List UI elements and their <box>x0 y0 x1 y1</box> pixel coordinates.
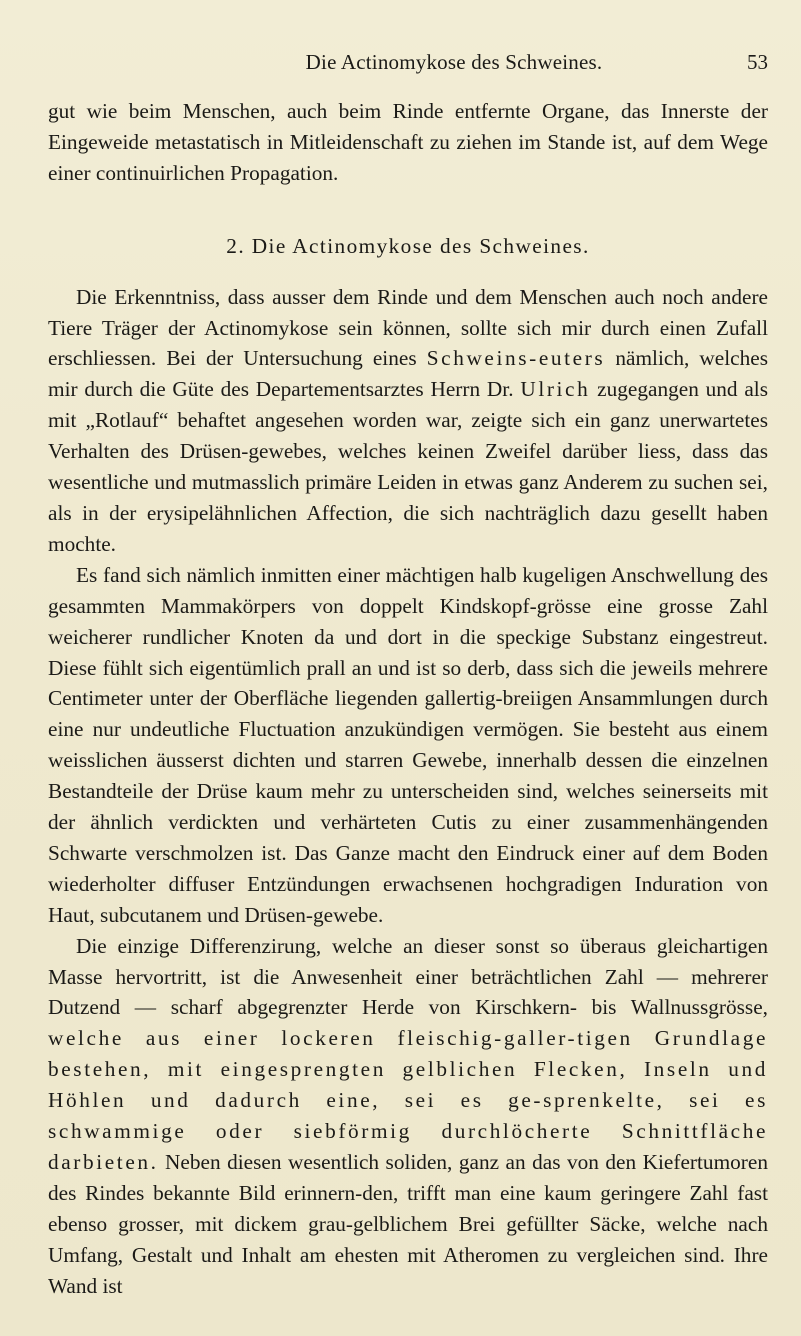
page-number: 53 <box>747 50 768 74</box>
text-run: zugegangen und als mit „Rotlauf“ behaftet angesehen worden war, zeigte sich ein ganz unerwartetes Verhalten des Drüsen-gewebes, welches keinen Zweifel darüber liess, dass das wesentliche und mutmasslich primäre Leiden in etwas ganz Anderem zu suchen sei, als in der erysipelähnlichen Affection, die sich nachträglich dazu gesellt haben mochte. <box>48 377 769 556</box>
spaced-name-ulrich: Ulrich <box>520 377 591 402</box>
body-text <box>48 96 768 1302</box>
text-run: nämlich, welches mir durch die Güte des Departementsarztes Herrn Dr. <box>48 346 768 402</box>
paragraph-erkenntniss <box>48 282 768 560</box>
text-run: Die einzige Differenzirung, welche an dieser sonst so überaus gleichartigen Masse hervortritt, ist die Anwesenheit einer beträchtlichen Zahl — mehrerer Dutzend — scharf abgegrenzter Herde von Kirschkern- bis Wallnussgrösse, <box>48 933 768 1020</box>
text-run: Die Erkenntniss, dass ausser dem Rinde und dem Menschen auch noch andere Tiere Träger der Actinomykose sein können, sollte sich mir durch einen Zufall erschliessen. Bei der Untersuchung eines <box>48 284 768 371</box>
text-run: Neben diesen wesentlich soliden, ganz an das von den Kiefertumoren des Rindes bekannte Bild erinnern-den, trifft man eine kaum geringere Zahl fast ebenso grosser, mit dickem grau-gelblichem Brei gefüllter Säcke, welche nach Umfang, Gestalt und Inhalt am ehesten mit Atheromen zu vergleichen sind. Ihre Wand ist <box>48 1150 768 1298</box>
page-header <box>140 50 768 80</box>
spaced-emphasis-passage: welche aus einer lockeren fleischig-galler-tigen Grundlage bestehen, mit eingesprengten gelblichen Flecken, Inseln und Höhlen und dadurch eine, sei es ge-sprenkelte, sei es schwammige oder siebförmig durchlöcherte Schnittfläche darbieten. <box>48 1026 768 1174</box>
section-heading: 2. Die Actinomykose des Schweines. <box>226 233 590 258</box>
paragraph-anschwellung: Es fand sich nämlich inmitten einer mächtigen halb kugeligen Anschwellung des gesammten Mammakörpers von doppelt Kindskopf-grösse eine grosse Zahl weicherer rundlicher Knoten da und dort in die speckige Substanz eingestreut. Diese fühlt sich eigentümlich prall an und ist so derb, dass sich die jeweils mehrere Centimeter unter der Oberfläche liegenden gallertig-breiigen Ansammlungen durch eine nur undeutliche Fluctuation anzukündigen vermögen. Sie besteht aus einem weisslichen äusserst dichten und starren Gewebe, innerhalb dessen die einzelnen Bestandteile der Drüse kaum mehr zu unterscheiden sind, welches seinerseits mit der ähnlich verdickten und verhärteten Cutis zu einer zusammenhängenden Schwarte verschmolzen ist. Das Ganze macht den Eindruck einer auf dem Boden wiederholter diffuser Entzündungen erwachsenen hochgradigen Induration von Haut, subcutanem und Drüsen-gewebe. <box>48 562 768 927</box>
running-title: Die Actinomykose des Schweines. <box>305 50 603 74</box>
paragraph-continuation: gut wie beim Menschen, auch beim Rinde entfernte Organe, das Innerste der Eingeweide metastatisch in Mitleidenschaft zu ziehen im Stande ist, auf dem Wege einer continuirlichen Propagation. <box>48 99 768 185</box>
spaced-term-schweinseuters: Schweins-euters <box>426 346 606 371</box>
paragraph-differenzirung <box>48 931 768 1302</box>
